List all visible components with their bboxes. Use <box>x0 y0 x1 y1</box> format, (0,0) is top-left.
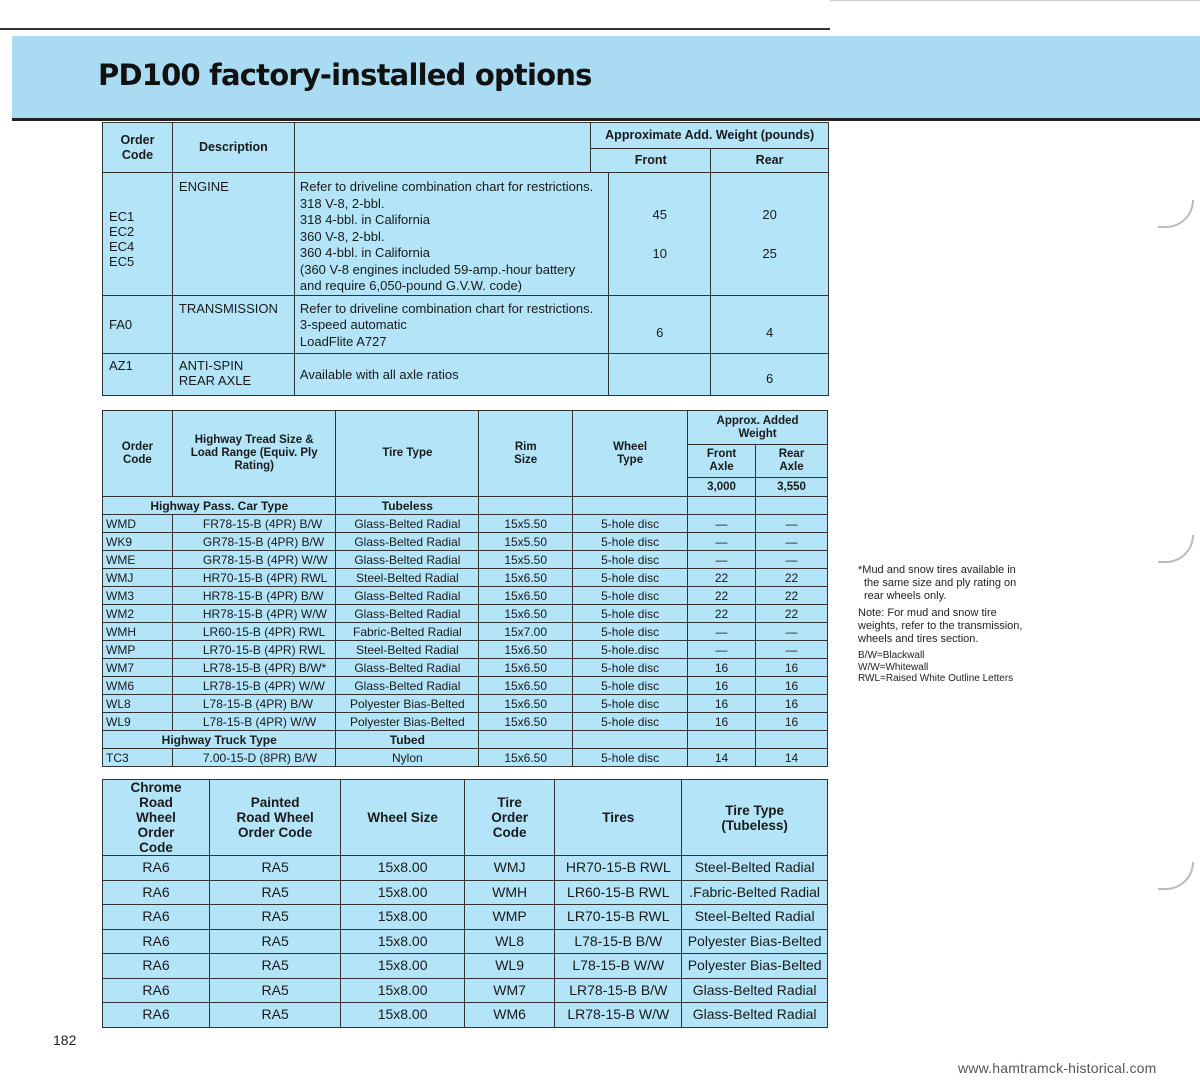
order-code: WL9 <box>103 713 173 731</box>
order-code: EC4 <box>109 238 135 254</box>
table-row <box>103 1003 828 1028</box>
rim-size: 15x6.50 <box>479 677 573 695</box>
rear-axle-weight: 16 <box>756 713 828 731</box>
description <box>172 353 294 395</box>
chrome-wheel-code: RA6 <box>103 880 210 905</box>
order-code: WM2 <box>103 605 173 623</box>
tread-size: L78-15-B (4PR) B/W <box>172 695 336 713</box>
details <box>294 295 608 353</box>
order-code: WMP <box>103 641 173 659</box>
top-rule <box>0 28 830 30</box>
front-axle-weight: 14 <box>688 749 756 767</box>
rear-axle-weight: 22 <box>756 605 828 623</box>
table-row <box>103 856 828 881</box>
col-tire-type-tubeless: Tire Type (Tubeless) <box>682 780 828 856</box>
front-weight <box>609 353 711 395</box>
chrome-wheel-code: RA6 <box>103 954 210 979</box>
side-notes <box>858 564 1028 685</box>
table-row <box>103 677 828 695</box>
order-code: WK9 <box>103 533 173 551</box>
table-row <box>103 569 828 587</box>
order-code: WME <box>103 551 173 569</box>
front-axle-weight: 16 <box>688 713 756 731</box>
tread-size: LR78-15-B (4PR) W/W <box>172 677 336 695</box>
wheel-table <box>102 779 828 1028</box>
table-row <box>103 929 828 954</box>
table-row <box>103 659 828 677</box>
rim-size: 15x6.50 <box>479 713 573 731</box>
wheel-size: 15x8.00 <box>341 1003 465 1028</box>
detail-line: 318 V-8, 2-bbl. <box>299 195 385 211</box>
wheel-type: 5-hole disc <box>573 713 688 731</box>
front-axle-weight: — <box>688 641 756 659</box>
wheel-type: 5-hole disc <box>573 569 688 587</box>
rear-weight: 6 <box>711 353 829 395</box>
col-front: Front <box>591 149 711 173</box>
tire-table <box>102 410 828 767</box>
front-axle-weight: — <box>688 533 756 551</box>
rear-axle-weight: 22 <box>756 569 828 587</box>
tread-size: HR78-15-B (4PR) W/W <box>172 605 336 623</box>
detail-line: 360 4-bbl. in California <box>299 245 430 260</box>
rim-size: 15x5.50 <box>479 515 573 533</box>
painted-wheel-code: RA5 <box>210 978 341 1003</box>
order-code: FA0 <box>103 295 173 353</box>
col-order-code: Order Code <box>103 123 173 173</box>
front-axle-weight: 16 <box>688 677 756 695</box>
col-wheel-size: Wheel Size <box>341 780 465 856</box>
tire-type: Polyester Bias-Belted <box>682 954 828 979</box>
options-table <box>102 122 829 396</box>
rear-axle-weight: 16 <box>756 659 828 677</box>
wheel-type: 5-hole disc <box>573 677 688 695</box>
col-painted-wheel-code: Painted Road Wheel Order Code <box>210 780 341 856</box>
tire-size: L78-15-B B/W <box>555 929 682 954</box>
order-code: WM7 <box>103 659 173 677</box>
col-rear: Rear <box>711 149 829 173</box>
order-code: WM6 <box>103 677 173 695</box>
group-label: Highway Pass. Car Type <box>103 497 336 515</box>
wheel-type: 5-hole disc <box>573 749 688 767</box>
abbreviation-legend <box>858 650 1028 685</box>
tread-size: HR70-15-B (4PR) RWL <box>172 569 336 587</box>
group-tire-type: Tubeless <box>336 497 479 515</box>
tread-size: HR78-15-B (4PR) B/W <box>172 587 336 605</box>
empty-cell <box>479 731 573 749</box>
order-code: WMD <box>103 515 173 533</box>
wheel-type: 5-hole disc <box>573 659 688 677</box>
wheel-size: 15x8.00 <box>341 978 465 1003</box>
tire-type: Glass-Belted Radial <box>336 515 479 533</box>
wheel-type: 5-hole disc <box>573 533 688 551</box>
tread-size: LR70-15-B (4PR) RWL <box>172 641 336 659</box>
tire-type: Glass-Belted Radial <box>336 587 479 605</box>
legend-item: B/W=Blackwall <box>858 650 925 661</box>
rim-size: 15x6.50 <box>479 605 573 623</box>
tire-type: Glass-Belted Radial <box>682 1003 828 1028</box>
rim-size: 15x6.50 <box>479 749 573 767</box>
col-description: Description <box>172 123 294 173</box>
empty-cell <box>756 497 828 515</box>
order-codes <box>103 173 173 296</box>
table-row <box>103 749 828 767</box>
tire-type: Polyester Bias-Belted <box>336 713 479 731</box>
tread-size: 7.00-15-D (8PR) B/W <box>172 749 336 767</box>
tire-size: LR78-15-B B/W <box>555 978 682 1003</box>
tire-type: Steel-Belted Radial <box>336 641 479 659</box>
col-weight-group: Approximate Add. Weight (pounds) <box>591 123 829 149</box>
tire-size: LR70-15-B RWL <box>555 905 682 930</box>
tire-type: Glass-Belted Radial <box>336 659 479 677</box>
rear-axle-weight: 16 <box>756 677 828 695</box>
rear-axle-weight: — <box>756 551 828 569</box>
painted-wheel-code: RA5 <box>210 856 341 881</box>
rear-axle-weight: 14 <box>756 749 828 767</box>
order-code: EC5 <box>109 253 135 269</box>
detail-line: LoadFlite A727 <box>299 333 387 349</box>
empty-cell <box>688 731 756 749</box>
tire-order-code: WMP <box>464 905 554 930</box>
col-chrome-wheel-code: Chrome Road Wheel Order Code <box>103 780 210 856</box>
tire-type: Polyester Bias-Belted <box>336 695 479 713</box>
group-header-row <box>103 497 828 515</box>
tire-table-body <box>103 497 828 767</box>
tire-type: Steel-Belted Radial <box>682 905 828 930</box>
front-axle-weight: 16 <box>688 659 756 677</box>
rear-axle-weight: 22 <box>756 587 828 605</box>
wheel-size: 15x8.00 <box>341 954 465 979</box>
tire-size: LR60-15-B RWL <box>555 880 682 905</box>
description: TRANSMISSION <box>172 295 294 353</box>
empty-cell <box>688 497 756 515</box>
description: ENGINE <box>172 173 294 296</box>
front-axle-capacity: 3,000 <box>688 478 756 497</box>
binder-ring-mark <box>1158 200 1194 228</box>
front-axle-weight: — <box>688 515 756 533</box>
rim-size: 15x6.50 <box>479 695 573 713</box>
order-code: AZ1 <box>103 353 173 395</box>
tire-order-code: WM6 <box>464 1003 554 1028</box>
col-weight-group: Approx. Added Weight <box>688 411 828 445</box>
description-line: ANTI-SPIN <box>178 357 244 373</box>
wheel-type: 5-hole disc <box>573 623 688 641</box>
table-row <box>103 173 829 296</box>
chrome-wheel-code: RA6 <box>103 905 210 930</box>
table-row <box>103 587 828 605</box>
table-row <box>103 533 828 551</box>
table-row <box>103 353 829 395</box>
table-row <box>103 295 829 353</box>
details: Available with all axle ratios <box>294 353 608 395</box>
tire-size: LR78-15-B W/W <box>555 1003 682 1028</box>
table-row <box>103 623 828 641</box>
detail-line: (360 V-8 engines included 59-amp.-hour battery <box>299 261 576 277</box>
front-axle-weight: 22 <box>688 605 756 623</box>
rim-size: 15x6.50 <box>479 569 573 587</box>
wheel-type: 5-hole disc <box>573 587 688 605</box>
wheel-table-body <box>103 856 828 1028</box>
table-row <box>103 551 828 569</box>
tire-type: Glass-Belted Radial <box>682 978 828 1003</box>
order-code: WMJ <box>103 569 173 587</box>
col-order-code: Order Code <box>103 411 173 497</box>
col-front-axle: Front Axle <box>688 445 756 478</box>
front-weight: 6 <box>609 295 711 353</box>
empty-cell <box>479 497 573 515</box>
chrome-wheel-code: RA6 <box>103 856 210 881</box>
wheel-type: 5-hole disc <box>573 695 688 713</box>
table-row <box>103 713 828 731</box>
tire-size: L78-15-B W/W <box>555 954 682 979</box>
group-label: Highway Truck Type <box>103 731 336 749</box>
rear-axle-weight: 16 <box>756 695 828 713</box>
wheel-size: 15x8.00 <box>341 905 465 930</box>
tread-size: LR60-15-B (4PR) RWL <box>172 623 336 641</box>
painted-wheel-code: RA5 <box>210 1003 341 1028</box>
painted-wheel-code: RA5 <box>210 929 341 954</box>
wheel-type: 5-hole disc <box>573 551 688 569</box>
col-tire-order-code: Tire Order Code <box>464 780 554 856</box>
note: Note: For mud and snow tire weights, refer to the transmission, wheels and tires section. <box>858 607 1023 645</box>
detail-line: and require 6,050-pound G.V.W. code) <box>299 278 523 293</box>
weight-value: 45 <box>652 206 667 222</box>
binder-ring-mark <box>1158 535 1194 563</box>
tire-order-code: WL9 <box>464 954 554 979</box>
weight-value: 20 <box>762 206 777 222</box>
rear-axle-weight: — <box>756 515 828 533</box>
wheel-size: 15x8.00 <box>341 856 465 881</box>
footnote: *Mud and snow tires available in the same size and ply rating on rear wheels only. <box>858 564 1017 602</box>
page-number: 182 <box>53 1032 77 1048</box>
rear-weight: 4 <box>711 295 829 353</box>
wheel-size: 15x8.00 <box>341 880 465 905</box>
order-code: EC2 <box>109 223 135 239</box>
col-tread-size: Highway Tread Size & Load Range (Equiv. Ply Rating) <box>172 411 336 497</box>
tire-type: Nylon <box>336 749 479 767</box>
banner-underline <box>12 118 1200 121</box>
tire-size: HR70-15-B RWL <box>555 856 682 881</box>
table-row <box>103 605 828 623</box>
col-details <box>294 123 590 173</box>
rear-weight <box>711 173 829 296</box>
weight-value: 10 <box>652 245 667 261</box>
front-axle-weight: — <box>688 623 756 641</box>
tire-order-code: WMJ <box>464 856 554 881</box>
empty-cell <box>573 497 688 515</box>
order-code: WM3 <box>103 587 173 605</box>
group-header-row <box>103 731 828 749</box>
col-tire-type: Tire Type <box>336 411 479 497</box>
rim-size: 15x6.50 <box>479 587 573 605</box>
rear-axle-weight: — <box>756 533 828 551</box>
legend-item: RWL=Raised White Outline Letters <box>858 673 1014 684</box>
front-axle-weight: 22 <box>688 587 756 605</box>
detail-line: 3-speed automatic <box>299 317 407 332</box>
tread-size: GR78-15-B (4PR) W/W <box>172 551 336 569</box>
tire-type: Glass-Belted Radial <box>336 677 479 695</box>
tire-type: Steel-Belted Radial <box>682 856 828 881</box>
table-row <box>103 954 828 979</box>
col-wheel-type: Wheel Type <box>573 411 688 497</box>
wheel-type: 5-hole.disc <box>573 641 688 659</box>
table-row <box>103 515 828 533</box>
description-line: REAR AXLE <box>178 372 252 388</box>
rim-size: 15x7.00 <box>479 623 573 641</box>
tread-size: FR78-15-B (4PR) B/W <box>172 515 336 533</box>
tread-size: GR78-15-B (4PR) B/W <box>172 533 336 551</box>
chrome-wheel-code: RA6 <box>103 1003 210 1028</box>
chrome-wheel-code: RA6 <box>103 978 210 1003</box>
tire-type: Polyester Bias-Belted <box>682 929 828 954</box>
col-rim-size: Rim Size <box>479 411 573 497</box>
tire-type: Glass-Belted Radial <box>336 551 479 569</box>
wheel-size: 15x8.00 <box>341 929 465 954</box>
table-row <box>103 905 828 930</box>
empty-cell <box>756 731 828 749</box>
front-axle-weight: 16 <box>688 695 756 713</box>
tire-order-code: WL8 <box>464 929 554 954</box>
col-tires: Tires <box>555 780 682 856</box>
rear-axle-weight: — <box>756 623 828 641</box>
group-tire-type: Tubed <box>336 731 479 749</box>
tread-size: LR78-15-B (4PR) B/W* <box>172 659 336 677</box>
detail-line: 318 4-bbl. in California <box>299 212 430 227</box>
rear-axle-weight: — <box>756 641 828 659</box>
front-weight <box>609 173 711 296</box>
chrome-wheel-code: RA6 <box>103 929 210 954</box>
rear-axle-capacity: 3,550 <box>756 478 828 497</box>
order-code: WL8 <box>103 695 173 713</box>
wheel-type: 5-hole disc <box>573 515 688 533</box>
rim-size: 15x5.50 <box>479 551 573 569</box>
tire-type: Glass-Belted Radial <box>336 533 479 551</box>
detail-line: 360 V-8, 2-bbl. <box>299 228 385 244</box>
binder-ring-mark <box>1158 862 1194 890</box>
table-row <box>103 695 828 713</box>
order-code: TC3 <box>103 749 173 767</box>
rim-size: 15x6.50 <box>479 641 573 659</box>
details <box>294 173 608 296</box>
tire-order-code: WM7 <box>464 978 554 1003</box>
watermark: www.hamtramck-historical.com <box>958 1060 1157 1076</box>
rim-size: 15x6.50 <box>479 659 573 677</box>
table-row <box>103 880 828 905</box>
col-rear-axle: Rear Axle <box>756 445 828 478</box>
order-code: WMH <box>103 623 173 641</box>
rim-size: 15x5.50 <box>479 533 573 551</box>
painted-wheel-code: RA5 <box>210 905 341 930</box>
top-edge-line <box>830 0 1200 1</box>
tire-type: Steel-Belted Radial <box>336 569 479 587</box>
order-code: EC1 <box>109 208 135 224</box>
tire-type: .Fabric-Belted Radial <box>682 880 828 905</box>
front-axle-weight: — <box>688 551 756 569</box>
weight-value: 25 <box>762 245 777 261</box>
detail-line: Refer to driveline combination chart for restrictions. <box>299 179 594 194</box>
tread-size: L78-15-B (4PR) W/W <box>172 713 336 731</box>
painted-wheel-code: RA5 <box>210 954 341 979</box>
legend-item: W/W=Whitewall <box>858 661 929 673</box>
empty-cell <box>573 731 688 749</box>
detail-line: Refer to driveline combination chart for restrictions. <box>299 300 594 316</box>
front-axle-weight: 22 <box>688 569 756 587</box>
table-row <box>103 978 828 1003</box>
table-row <box>103 641 828 659</box>
tire-type: Fabric-Belted Radial <box>336 623 479 641</box>
page-title: PD100 factory-installed options <box>98 58 592 92</box>
tire-type: Glass-Belted Radial <box>336 605 479 623</box>
wheel-type: 5-hole disc <box>573 605 688 623</box>
tire-order-code: WMH <box>464 880 554 905</box>
painted-wheel-code: RA5 <box>210 880 341 905</box>
